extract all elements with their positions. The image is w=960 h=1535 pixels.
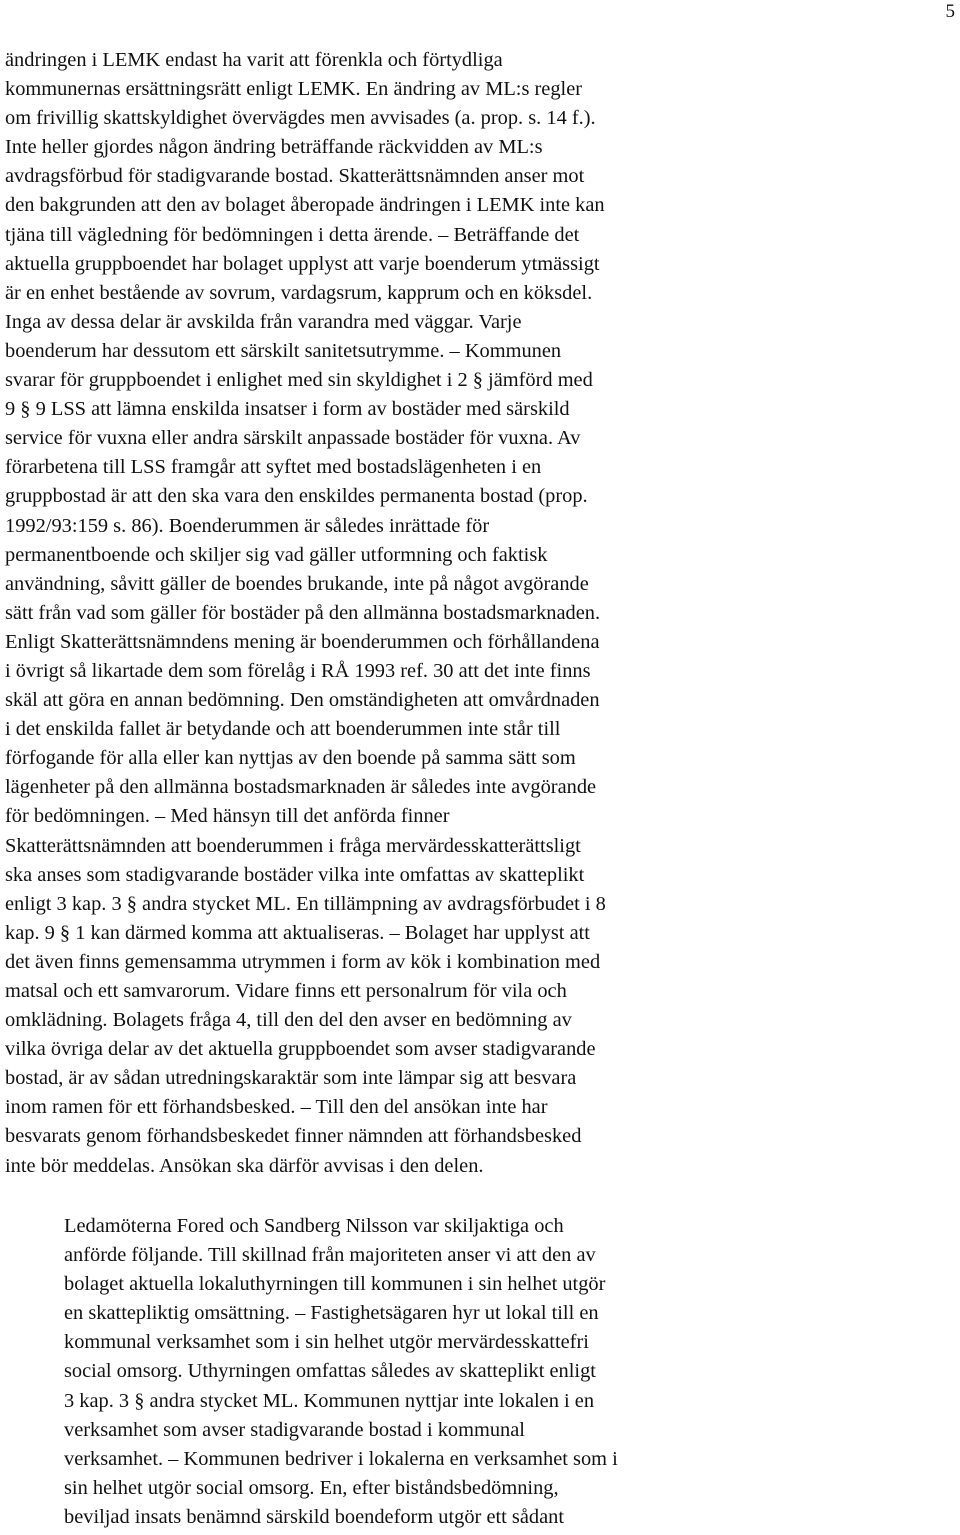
text-line: bolaget aktuella lokaluthyrningen till kommunen i sin helhet utgör xyxy=(64,1273,606,1296)
text-line: matsal och ett samvarorum. Vidare finns ett personalrum för vila och xyxy=(5,980,567,1002)
text-line: enligt 3 kap. 3 § andra stycket ML. En tillämpning av avdragsförbudet i 8 xyxy=(5,892,606,915)
text-line: verksamhet som avser stadigvarande bostad i kommunal xyxy=(64,1418,525,1441)
text-line: avdragsförbud för stadigvarande bostad. Skatterättsnämnden anser mot xyxy=(5,165,585,188)
text-line: kap. 9 § 1 kan därmed komma att aktualiseras. – Bolaget har upplyst att xyxy=(5,921,590,944)
text-line: omklädning. Bolagets fråga 4, till den del den avser en bedömning av xyxy=(5,1009,572,1032)
page-number: 5 xyxy=(945,1,955,22)
text-line: sätt från vad som gäller för bostäder på den allmänna bostadsmarknaden. xyxy=(5,601,601,624)
text-line: aktuella gruppboendet har bolaget upplyst att varje boenderum ytmässigt xyxy=(5,252,600,275)
text-line: tjäna till vägledning för bedömningen i detta ärende. – Beträffande det xyxy=(5,223,580,246)
text-line: Skatterättsnämnden att boenderummen i fråga mervärdesskatterättsligt xyxy=(5,834,581,857)
text-line: boenderum har dessutom ett särskilt sanitetsutrymme. – Kommunen xyxy=(5,339,562,362)
text-line: bostad, är av sådan utredningskaraktär som inte lämpar sig att besvara xyxy=(5,1067,577,1090)
text-line: ska anses som stadigvarande bostäder vilka inte omfattas av skatteplikt xyxy=(5,863,585,886)
text-line: kommunernas ersättningsrätt enligt LEMK. En ändring av ML:s regler xyxy=(5,78,583,101)
dissent-paragraph xyxy=(64,1212,618,1532)
text-line: för bedömningen. – Med hänsyn till det anförda finner xyxy=(5,805,450,828)
text-line: verksamhet. – Kommunen bedriver i lokalerna en verksamhet som i xyxy=(64,1447,618,1470)
text-line: det även finns gemensamma utrymmen i form av kök i kombination med xyxy=(5,950,601,973)
text-line: i det enskilda fallet är betydande och att boenderummen inte står till xyxy=(5,718,561,741)
text-line: service för vuxna eller andra särskilt anpassade bostäder för vuxna. Av xyxy=(5,427,581,450)
text-line: besvarats genom förhandsbeskedet finner nämnden att förhandsbesked xyxy=(5,1125,582,1148)
text-line: svarar för gruppboendet i enlighet med sin skyldighet i 2 § jämförd med xyxy=(5,369,593,392)
text-line: skäl att göra en annan bedömning. Den omständigheten att omvårdnaden xyxy=(5,689,600,712)
text-line: anförde följande. Till skillnad från majoriteten anser vi att den av xyxy=(64,1244,596,1267)
text-line: den bakgrunden att den av bolaget åberopade ändringen i LEMK inte kan xyxy=(5,194,605,217)
text-line: ändringen i LEMK endast ha varit att förenkla och förtydliga xyxy=(5,49,503,71)
text-line: en skattepliktig omsättning. – Fastighetsägaren hyr ut lokal till en xyxy=(64,1302,599,1325)
text-line: gruppbostad är att den ska vara den enskildes permanenta bostad (prop. xyxy=(5,485,588,508)
text-line: vilka övriga delar av det aktuella gruppboendet som avser stadigvarande xyxy=(5,1038,596,1061)
text-line: inte bör meddelas. Ansökan ska därför avvisas i den delen. xyxy=(5,1154,484,1177)
text-line: 9 § 9 LSS att lämna enskilda insatser i form av bostäder med särskild xyxy=(5,398,570,421)
text-line: beviljad insats benämnd särskild boendeform utgör ett sådant xyxy=(64,1505,565,1528)
text-line: sin helhet utgör social omsorg. En, efter biståndsbedömning, xyxy=(64,1476,559,1499)
text-line: Inga av dessa delar är avskilda från varandra med väggar. Varje xyxy=(5,310,522,333)
text-line: förarbetena till LSS framgår att syftet med bostadslägenheten i en xyxy=(5,456,542,479)
ruling-paragraph xyxy=(5,46,606,1181)
text-line: i övrigt så likartade dem som förelåg i RÅ 1993 ref. 30 att det inte finns xyxy=(5,659,591,682)
text-line: förfogande för alla eller kan nyttjas av den boende på samma sätt som xyxy=(5,747,576,770)
text-line: Inte heller gjordes någon ändring beträffande räckvidden av ML:s xyxy=(5,136,543,159)
text-line: användning, såvitt gäller de boendes brukande, inte på något avgörande xyxy=(5,572,589,595)
text-line: permanentboende och skiljer sig vad gäller utformning och faktisk xyxy=(5,543,548,566)
text-line: Enligt Skatterättsnämndens mening är boenderummen och förhållandena xyxy=(5,630,600,653)
text-line: inom ramen för ett förhandsbesked. – Till den del ansökan inte har xyxy=(5,1096,548,1119)
text-line: social omsorg. Uthyrningen omfattas således av skatteplikt enligt xyxy=(64,1360,596,1383)
text-line: 1992/93:159 s. 86). Boenderummen är således inrättade för xyxy=(5,514,490,537)
text-line: 3 kap. 3 § andra stycket ML. Kommunen nyttjar inte lokalen i en xyxy=(64,1389,595,1412)
text-line: om frivillig skattskyldighet övervägdes men avvisades (a. prop. s. 14 f.). xyxy=(5,107,596,130)
text-line: är en enhet bestående av sovrum, vardagsrum, kapprum och en köksdel. xyxy=(5,281,593,304)
text-line: lägenheter på den allmänna bostadsmarknaden är således inte avgörande xyxy=(5,776,597,799)
text-line: Ledamöterna Fored och Sandberg Nilsson var skiljaktiga och xyxy=(64,1215,564,1237)
text-line: kommunal verksamhet som i sin helhet utgör mervärdesskattefri xyxy=(64,1331,589,1354)
